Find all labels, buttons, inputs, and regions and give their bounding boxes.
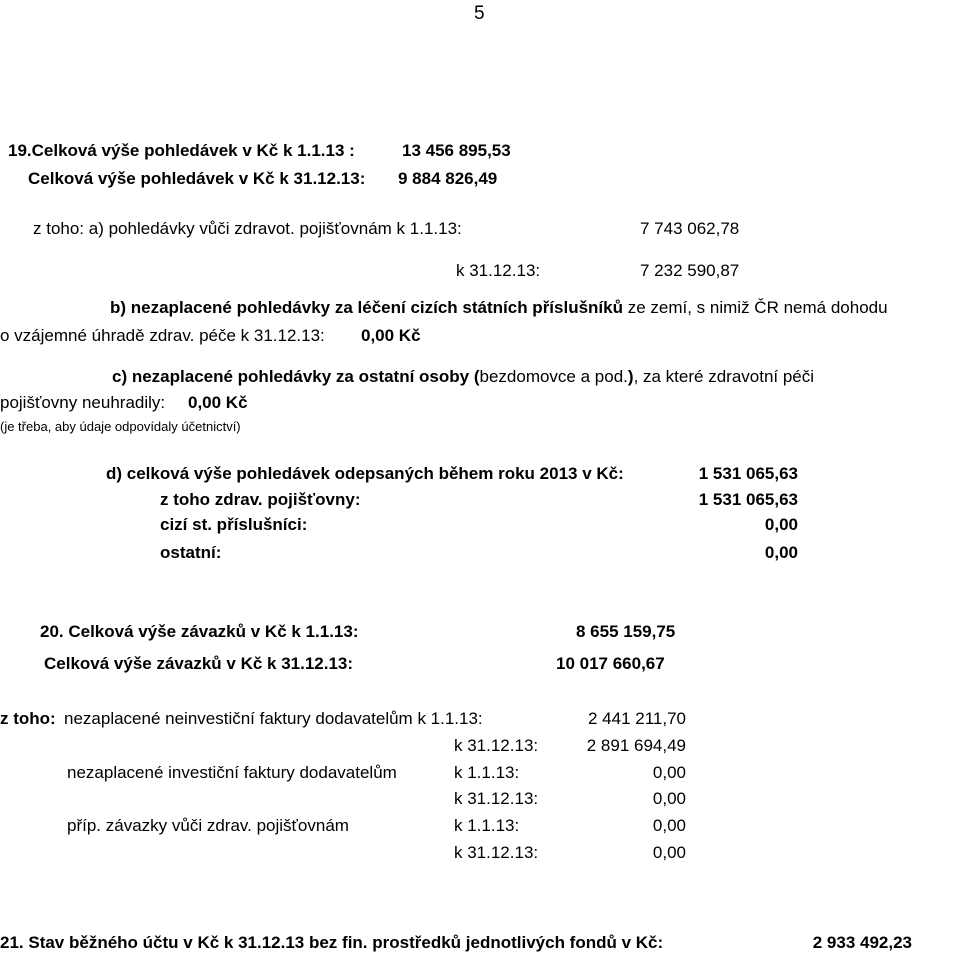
- s19-a-value2: 7 232 590,87: [640, 261, 740, 280]
- s20-row-value: 0,00: [652, 816, 686, 835]
- s19-d-row-label: ostatní:: [160, 543, 222, 562]
- s20-row-label: příp. závazky vůči zdrav. pojišťovnám: [67, 816, 349, 835]
- s20-row-value: 0,00: [652, 763, 686, 782]
- s20-line1-value: 8 655 159,75: [576, 622, 676, 641]
- s19-c-bold-end: ): [627, 367, 634, 386]
- s19-line1-label: 19.Celková výše pohledávek v Kč k 1.1.13 :: [8, 141, 355, 160]
- s20-line2-label: Celková výše závazků v Kč k 31.12.13:: [44, 654, 354, 673]
- s19-b-line2: o vzájemné úhradě zdrav. péče k 31.12.13:: [0, 326, 325, 345]
- s19-line1-value: 13 456 895,53: [402, 141, 511, 160]
- s20-line1-label: 20. Celková výše závazků v Kč k 1.1.13:: [40, 622, 359, 641]
- s19-d-row-label: cizí st. příslušníci:: [160, 515, 308, 534]
- s19-c-rest: bezdomovce a pod.: [479, 367, 628, 386]
- s19-d-label: d) celková výše pohledávek odepsaných během roku 2013 v Kč:: [106, 464, 624, 483]
- s20-row-value: 2 891 694,49: [586, 736, 686, 755]
- s19-c-bold: c) nezaplacené pohledávky za ostatní osoby (: [112, 367, 480, 386]
- s20-row-value: 0,00: [652, 789, 686, 808]
- s19-line2-value: 9 884 826,49: [398, 169, 498, 188]
- s21-value: 2 933 492,23: [812, 933, 912, 952]
- s20-row-value: 0,00: [652, 843, 686, 862]
- s20-z-toho: z toho:: [0, 709, 56, 728]
- s19-a-label: z toho: a) pohledávky vůči zdravot. pojišťovnám k 1.1.13:: [33, 219, 462, 238]
- page-number: 5: [474, 3, 485, 24]
- s20-row-label: nezaplacené neinvestiční faktury dodavatelům k 1.1.13:: [64, 709, 483, 728]
- s19-line2-label: Celková výše pohledávek v Kč k 31.12.13:: [28, 169, 366, 188]
- s19-d-value: 1 531 065,63: [698, 464, 798, 483]
- s19-d-row-value: 0,00: [764, 515, 798, 534]
- s19-c-note: (je třeba, aby údaje odpovídaly účetnictví): [0, 419, 241, 434]
- s20-line2-value: 10 017 660,67: [556, 654, 665, 673]
- s19-c-value: 0,00 Kč: [188, 393, 248, 412]
- s19-b-bold: b) nezaplacené pohledávky za léčení cizích státních příslušníků: [110, 298, 623, 317]
- s19-c-line2: pojišťovny neuhradily:: [0, 393, 166, 412]
- s19-b-value: 0,00 Kč: [361, 326, 421, 345]
- s20-row-label: nezaplacené investiční faktury dodavatelům: [67, 763, 397, 782]
- s19-b-line1: [110, 299, 888, 316]
- s19-a-value1: 7 743 062,78: [640, 219, 740, 238]
- s20-row-date: k 31.12.13:: [454, 843, 539, 862]
- s20-row-date: k 1.1.13:: [454, 763, 520, 782]
- s19-c-rest2: , za které zdravotní péči: [633, 367, 815, 386]
- s20-row-date: k 1.1.13:: [454, 816, 520, 835]
- s19-b-rest: ze zemí, s nimiž ČR nemá dohodu: [623, 298, 888, 317]
- s21-label: 21. Stav běžného účtu v Kč k 31.12.13 bez fin. prostředků jednotlivých fondů v Kč:: [0, 933, 664, 952]
- s20-row-date: k 31.12.13:: [454, 789, 539, 808]
- s19-d-row-label: z toho zdrav. pojišťovny:: [160, 490, 361, 509]
- s20-row-value: 2 441 211,70: [588, 709, 686, 728]
- s20-row-date: k 31.12.13:: [454, 736, 539, 755]
- s19-d-row-value: 0,00: [764, 543, 798, 562]
- s19-a-label2: k 31.12.13:: [456, 261, 541, 280]
- s19-c-line1: [112, 368, 814, 385]
- s19-d-row-value: 1 531 065,63: [698, 490, 798, 509]
